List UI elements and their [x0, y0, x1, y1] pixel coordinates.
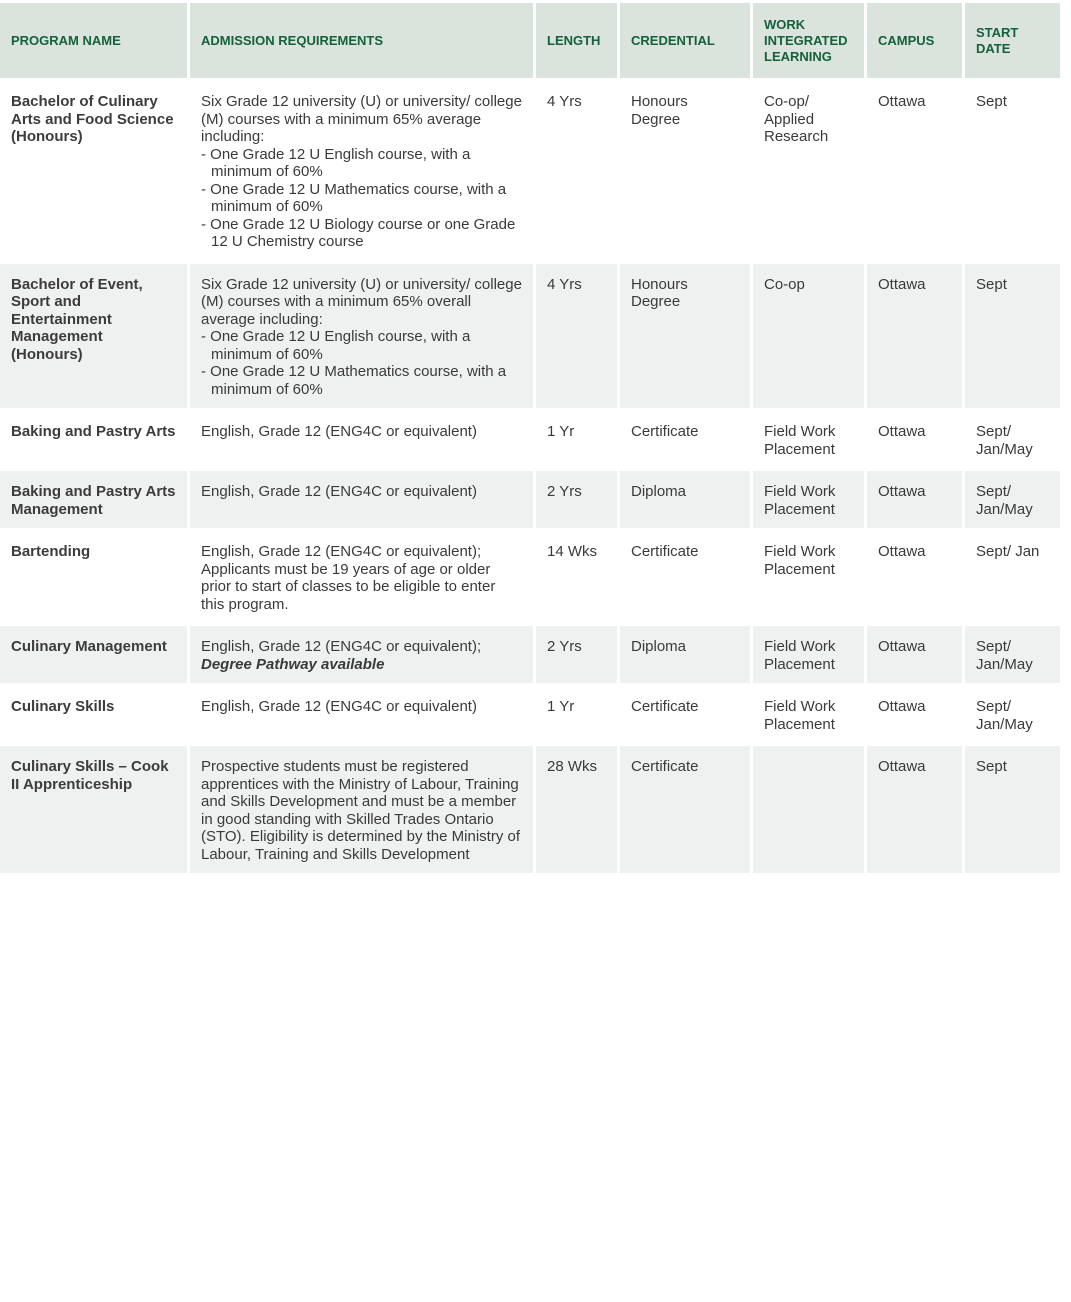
program-name-cell: Culinary Skills: [0, 686, 190, 746]
requirements-intro: English, Grade 12 (ENG4C or equivalent): [201, 483, 477, 500]
requirements-intro: Six Grade 12 university (U) or university/ college (M) courses with a minimum 65% average including:: [201, 93, 522, 145]
length-cell: 28 Wks: [536, 746, 620, 876]
admission-requirements-cell: [190, 81, 536, 264]
work-integrated-learning-cell: Field Work Placement: [753, 626, 867, 686]
credential-cell: Certificate: [620, 686, 753, 746]
credential-cell: Diploma: [620, 471, 753, 531]
program-name-cell: Bartending: [0, 531, 190, 626]
admission-requirements-cell: [190, 411, 536, 471]
start-date-cell: Sept/ Jan: [965, 531, 1060, 626]
campus-cell: Ottawa: [867, 81, 965, 264]
requirements-intro: English, Grade 12 (ENG4C or equivalent): [201, 423, 477, 440]
start-date-cell: Sept/ Jan/May: [965, 686, 1060, 746]
length-cell: 4 Yrs: [536, 81, 620, 264]
admission-requirements-cell: [190, 264, 536, 412]
work-integrated-learning-cell: [753, 746, 867, 876]
work-integrated-learning-cell: Co-op/ Applied Research: [753, 81, 867, 264]
length-cell: 2 Yrs: [536, 471, 620, 531]
credential-cell: Diploma: [620, 626, 753, 686]
table-header-row: [0, 0, 1060, 81]
work-integrated-learning-cell: Field Work Placement: [753, 411, 867, 471]
requirements-bullet: - One Grade 12 U Mathematics course, with a minimum of 60%: [201, 363, 507, 398]
header-start-date: START DATE: [965, 0, 1060, 81]
start-date-cell: Sept: [965, 746, 1060, 876]
table-row: [0, 81, 1060, 264]
table-row: [0, 686, 1060, 746]
start-date-cell: Sept: [965, 264, 1060, 412]
requirements-emphasis: Degree Pathway available: [201, 655, 385, 673]
program-name-cell: Culinary Management: [0, 626, 190, 686]
requirements-intro: Prospective students must be registered apprentices with the Ministry of Labour, Training and Skills Development and must be a member in good standing with Skilled Trades Ontario (STO). Eligibility is determined by the Ministry of Labour, Training and Skills Development: [201, 758, 520, 863]
header-credential: CREDENTIAL: [620, 0, 753, 81]
campus-cell: Ottawa: [867, 264, 965, 412]
length-cell: 14 Wks: [536, 531, 620, 626]
requirements-intro: English, Grade 12 (ENG4C or equivalent);: [201, 638, 482, 655]
requirements-bullet: - One Grade 12 U English course, with a minimum of 60%: [201, 145, 471, 180]
start-date-cell: Sept/ Jan/May: [965, 411, 1060, 471]
table-body: [0, 81, 1060, 876]
start-date-cell: Sept: [965, 81, 1060, 264]
table-row: [0, 626, 1060, 686]
requirements-intro: English, Grade 12 (ENG4C or equivalent); Applicants must be 19 years of age or older prior to start of classes to be eligible to enter this program.: [201, 543, 496, 613]
table-row: [0, 531, 1060, 626]
credential-cell: Honours Degree: [620, 81, 753, 264]
requirements-bullet: - One Grade 12 U English course, with a minimum of 60%: [201, 328, 471, 363]
program-name-cell: Bachelor of Event, Sport and Entertainment Management (Honours): [0, 264, 190, 412]
credential-cell: Honours Degree: [620, 264, 753, 412]
header-length: LENGTH: [536, 0, 620, 81]
requirements-intro: English, Grade 12 (ENG4C or equivalent): [201, 698, 477, 715]
admission-requirements-cell: [190, 746, 536, 876]
start-date-cell: Sept/ Jan/May: [965, 626, 1060, 686]
length-cell: 1 Yr: [536, 686, 620, 746]
table-row: [0, 746, 1060, 876]
length-cell: 1 Yr: [536, 411, 620, 471]
work-integrated-learning-cell: Field Work Placement: [753, 686, 867, 746]
header-work-integrated-learning: WORK INTEGRATED LEARNING: [753, 0, 867, 81]
credential-cell: Certificate: [620, 411, 753, 471]
requirements-bullet: - One Grade 12 U Biology course or one Grade 12 U Chemistry course: [201, 215, 516, 250]
campus-cell: Ottawa: [867, 411, 965, 471]
credential-cell: Certificate: [620, 531, 753, 626]
program-name-cell: Baking and Pastry Arts: [0, 411, 190, 471]
campus-cell: Ottawa: [867, 471, 965, 531]
table-row: [0, 471, 1060, 531]
campus-cell: Ottawa: [867, 626, 965, 686]
credential-cell: Certificate: [620, 746, 753, 876]
header-campus: CAMPUS: [867, 0, 965, 81]
admission-requirements-cell: [190, 626, 536, 686]
requirements-intro: Six Grade 12 university (U) or university/ college (M) courses with a minimum 65% overall average including:: [201, 275, 522, 328]
admission-requirements-cell: [190, 531, 536, 626]
start-date-cell: Sept/ Jan/May: [965, 471, 1060, 531]
campus-cell: Ottawa: [867, 746, 965, 876]
length-cell: 4 Yrs: [536, 264, 620, 412]
program-name-cell: Bachelor of Culinary Arts and Food Science (Honours): [0, 81, 190, 264]
work-integrated-learning-cell: Field Work Placement: [753, 531, 867, 626]
table-row: [0, 411, 1060, 471]
requirements-bullet: - One Grade 12 U Mathematics course, with a minimum of 60%: [201, 180, 507, 215]
header-admission-requirements: ADMISSION REQUIREMENTS: [190, 0, 536, 81]
campus-cell: Ottawa: [867, 531, 965, 626]
work-integrated-learning-cell: Field Work Placement: [753, 471, 867, 531]
length-cell: 2 Yrs: [536, 626, 620, 686]
admission-requirements-cell: [190, 471, 536, 531]
program-name-cell: Culinary Skills – Cook II Apprenticeship: [0, 746, 190, 876]
admission-requirements-cell: [190, 686, 536, 746]
work-integrated-learning-cell: Co-op: [753, 264, 867, 412]
program-name-cell: Baking and Pastry Arts Management: [0, 471, 190, 531]
table-row: [0, 264, 1060, 412]
header-program-name: PROGRAM NAME: [0, 0, 190, 81]
campus-cell: Ottawa: [867, 686, 965, 746]
